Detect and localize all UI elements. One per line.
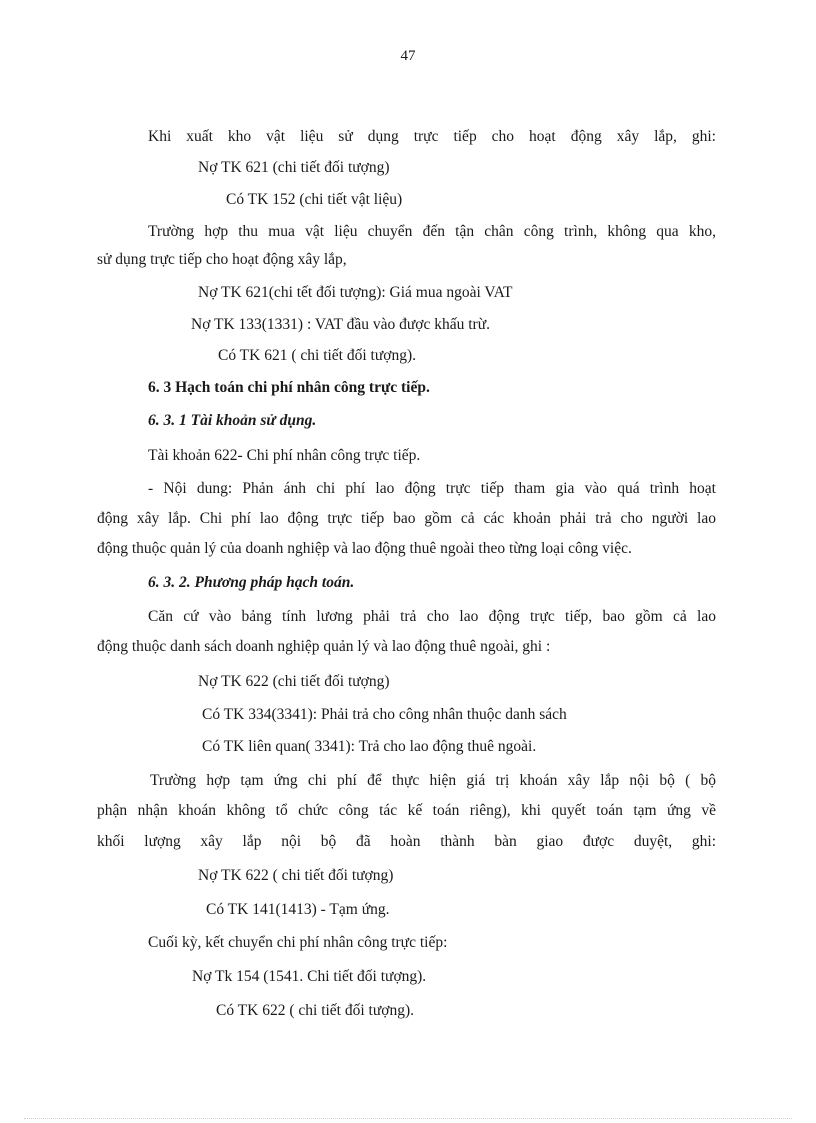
text-line: - Nội dung: Phản ánh chi phí lao động trực tiếp tham gia vào quá trình hoạt [148,480,716,497]
entry-line: Có TK 152 (chi tiết vật liệu) [226,191,403,208]
page-bottom-rule [24,1118,792,1119]
entry-line: Có TK 622 ( chi tiết đối tượng). [216,1002,414,1019]
text-line: khối lượng xây lắp nội bộ đã hoàn thành bàn giao được duyệt, ghi: [97,833,716,850]
entry-line: Có TK 334(3341): Phải trả cho công nhân thuộc danh sách [202,706,567,723]
text-line: Trường hợp thu mua vật liệu chuyển đến tận chân công trình, không qua kho, [148,223,716,240]
section-heading: 6. 3 Hạch toán chi phí nhân công trực tiếp. [148,379,430,396]
text-line: động xây lắp. Chi phí lao động trực tiếp bao gồm cả các khoản phải trả cho người lao [97,510,716,527]
page-number: 47 [400,48,416,64]
text-line: động thuộc danh sách doanh nghiệp quản lý và lao động thuê ngoài, ghi : [97,638,551,655]
entry-line: Nợ TK 621(chi tết đối tượng): Giá mua ngoài VAT [198,284,513,301]
text-line: Trường hợp tạm ứng chi phí để thực hiện giá trị khoán xây lắp nội bộ ( bộ [150,772,716,789]
text-line: Tài khoản 622- Chi phí nhân công trực tiếp. [148,447,421,464]
subsection-heading: 6. 3. 1 Tài khoản sử dụng. [148,412,317,429]
text-line: Khi xuất kho vật liệu sử dụng trực tiếp cho hoạt động xây lắp, ghi: [148,128,716,145]
text-line: phận nhận khoán không tổ chức công tác kế toán riêng), khi quyết toán tạm ứng về [97,802,716,819]
text-line: Căn cứ vào bảng tính lương phải trả cho lao động trực tiếp, bao gồm cả lao [148,608,716,625]
text-line: Cuối kỳ, kết chuyển chi phí nhân công trực tiếp: [148,934,448,951]
entry-line: Nợ Tk 154 (1541. Chi tiết đối tượng). [192,968,427,985]
entry-line: Nợ TK 622 (chi tiết đối tượng) [198,673,390,690]
entry-line: Nợ TK 622 ( chi tiết đối tượng) [198,867,394,884]
entry-line: Có TK 141(1413) - Tạm ứng. [206,901,390,918]
subsection-heading: 6. 3. 2. Phương pháp hạch toán. [148,574,355,591]
text-line: sử dụng trực tiếp cho hoạt động xây lắp, [97,251,347,268]
entry-line: Có TK 621 ( chi tiết đối tượng). [218,347,416,364]
entry-line: Có TK liên quan( 3341): Trả cho lao động thuê ngoài. [202,738,537,755]
entry-line: Nợ TK 621 (chi tiết đối tượng) [198,159,390,176]
text-line: động thuộc quản lý của doanh nghiệp và lao động thuê ngoài theo từng loại công việc. [97,540,632,557]
entry-line: Nợ TK 133(1331) : VAT đầu vào được khấu trừ. [191,316,490,333]
